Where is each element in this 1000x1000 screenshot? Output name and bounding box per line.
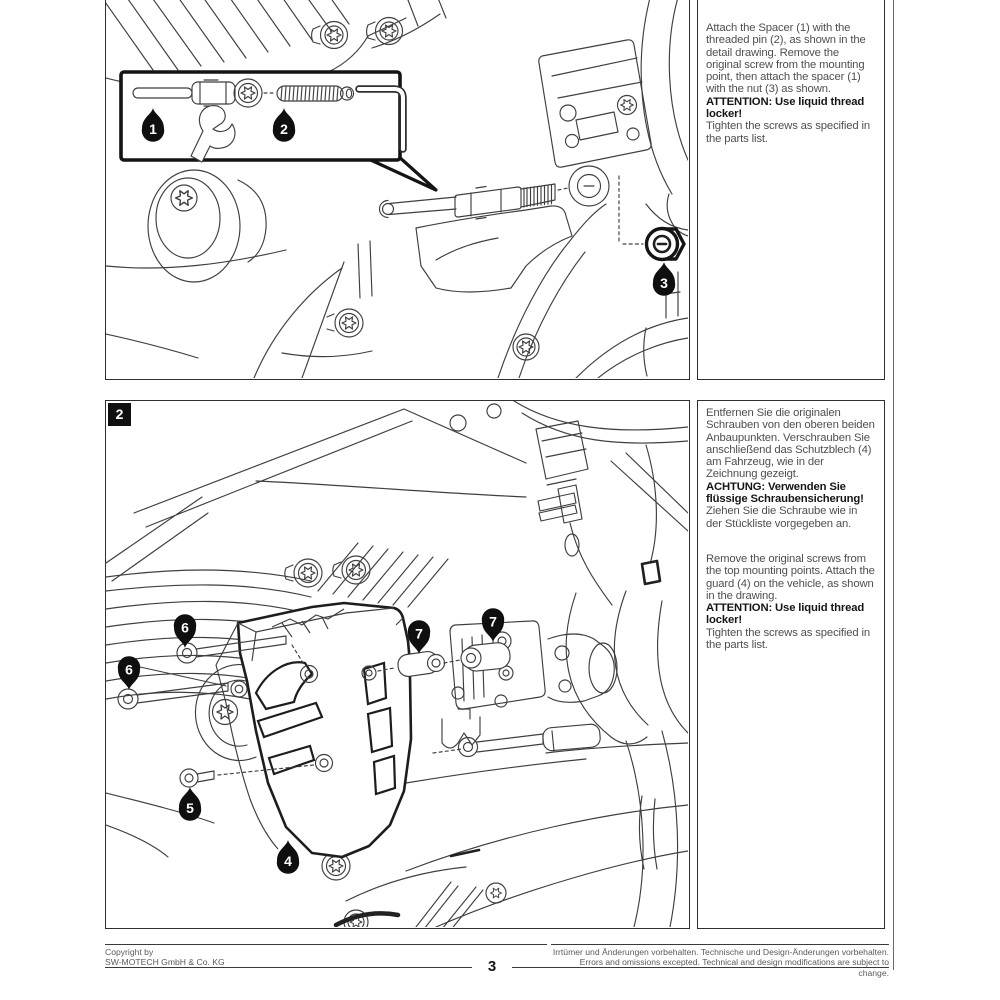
footer-disclaimer-en: Errors and omissions excepted. Technical and design modifications are subject to change. <box>579 957 889 978</box>
step2-note-de: Ziehen Sie die Schraube wie in der Stückliste vorgegeben an. <box>706 505 858 530</box>
step2-drawing-panel <box>105 400 690 929</box>
footer-disclaimer <box>551 944 889 978</box>
page-right-edge <box>893 0 894 970</box>
callout-6a <box>174 614 196 648</box>
step2-instructions <box>697 400 885 929</box>
callout-4-label: 4 <box>284 852 292 869</box>
callout-6b <box>118 656 140 690</box>
footer-copyright-line1: Copyright by <box>105 947 154 957</box>
flange-nut <box>647 229 685 260</box>
page-number: 3 <box>472 958 512 975</box>
step2-note-en: Tighten the screws as specified in the parts list. <box>706 626 871 652</box>
guard-plate <box>216 603 411 857</box>
detail-inset <box>121 72 436 190</box>
step2-engine-drawing <box>106 401 688 927</box>
callout-3-label: 3 <box>660 274 668 291</box>
callout-2-label: 2 <box>280 120 288 137</box>
callout-1-label: 1 <box>149 120 157 137</box>
callout-5-label: 5 <box>186 799 194 816</box>
step1-note-en: Tighten the screws as specified in the parts list. <box>706 120 871 145</box>
step1-instructions <box>697 0 885 380</box>
callout-5 <box>179 787 201 821</box>
callout-7a <box>408 620 430 654</box>
callout-4 <box>277 840 299 874</box>
callout-7a-label: 7 <box>415 625 423 642</box>
step2-attention-de: ACHTUNG: Verwenden Sie flüssige Schraubensicherung! <box>706 480 864 506</box>
callout-6a-label: 6 <box>181 619 189 636</box>
step2-attention-en: ATTENTION: Use liquid thread locker! <box>706 602 865 627</box>
step1-attention-en: ATTENTION: Use liquid thread locker! <box>706 95 865 121</box>
step2-text-de: Entfernen Sie die originalen Schrauben von den oberen beiden Anbaupunkten. Verschrauben Sie anschließend das Schutzblech (4) am Fahrzeug, wie in der Zeichnung gezeigt. <box>706 407 875 481</box>
step2-badge: 2 <box>108 403 131 426</box>
step1-text-en: Attach the Spacer (1) with the threaded pin (2), as shown in the detail drawing. Remove the original screw from the mounting point, then attach the spacer (1) with the nut (3) as shown. <box>706 22 866 96</box>
callout-6b-label: 6 <box>125 661 133 678</box>
engine-line-art <box>106 0 688 378</box>
callout-3 <box>653 262 675 296</box>
footer-disclaimer-de: Irrtümer und Änderungen vorbehalten. Technische und Design-Änderungen vorbehalten. <box>552 947 889 957</box>
callout-7b-label: 7 <box>489 613 497 630</box>
step2-text-en: Remove the original screws from the top mounting points. Attach the guard (4) on the vehicle, as shown in the drawing. <box>706 552 875 602</box>
step1-engine-drawing <box>106 0 688 378</box>
footer-copyright-line2: SW-MOTECH GmbH & Co. KG <box>105 957 225 968</box>
step1-drawing-panel <box>105 0 690 380</box>
